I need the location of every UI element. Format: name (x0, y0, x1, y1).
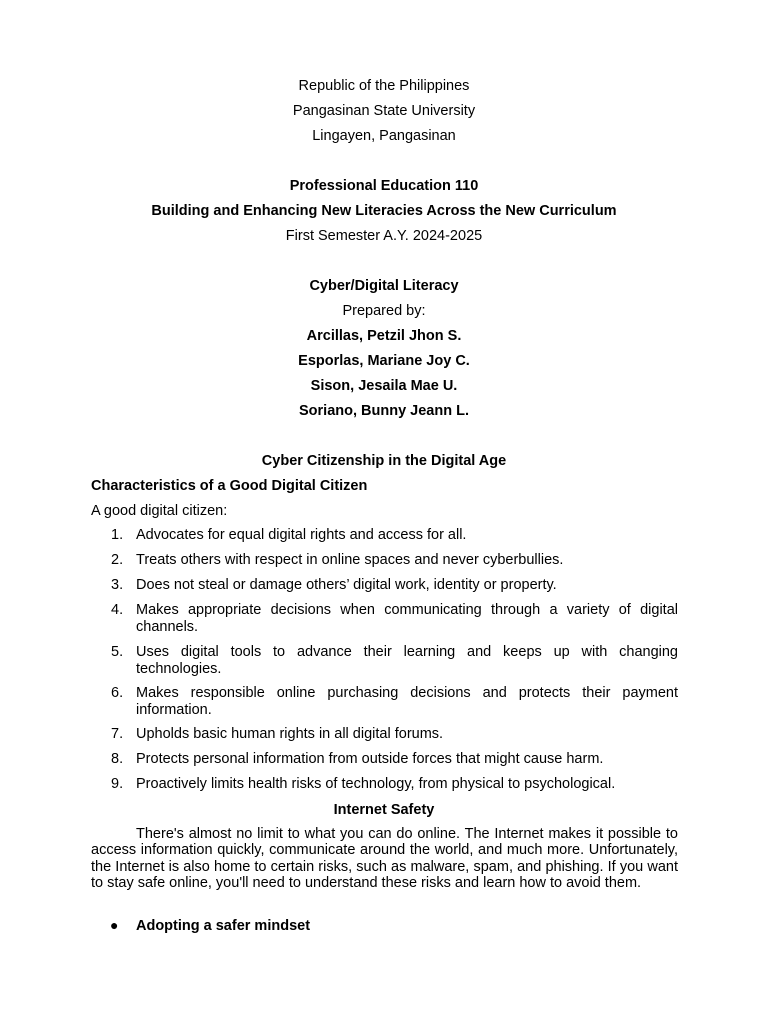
author-name: Esporlas, Mariane Joy C. (298, 353, 470, 369)
list-text: Uses digital tools to advance their learning and keeps up with changing technologies. (136, 644, 678, 677)
bullet-heading: Adopting a safer mindset (136, 918, 311, 934)
author-name: Arcillas, Petzil Jhon S. (306, 328, 462, 344)
list-text: Proactively limits health risks of technology, from physical to psychological. (136, 776, 616, 792)
course-semester: First Semester A.Y. 2024-2025 (285, 228, 483, 244)
list-number: 6. (111, 685, 124, 701)
list-number: 1. (111, 527, 124, 543)
author-name: Soriano, Bunny Jeann L. (299, 403, 469, 419)
list-text: Treats others with respect in online spaces and never cyberbullies. (136, 552, 564, 568)
list-text: Makes appropriate decisions when communicating through a variety of digital channels. (136, 602, 678, 635)
bullet-icon: ● (110, 917, 119, 933)
list-number: 7. (111, 726, 124, 742)
list-intro: A good digital citizen: (91, 503, 228, 519)
course-code: Professional Education 110 (289, 178, 479, 194)
topic-title: Cyber/Digital Literacy (309, 278, 459, 294)
header-location: Lingayen, Pangasinan (312, 128, 456, 144)
author-name: Sison, Jesaila Mae U. (310, 378, 458, 394)
prepared-by-label: Prepared by: (342, 303, 426, 319)
list-text: Advocates for equal digital rights and access for all. (136, 527, 467, 543)
list-number: 8. (111, 751, 124, 767)
header-country: Republic of the Philippines (298, 78, 470, 94)
body-paragraph: There's almost no limit to what you can do online. The Internet makes it possible to access information quickly, communicate around the world, and much more. Unfortunately, the Internet is also home to certain risks, such as malware, spam, and phishing. If you want to stay safe online, you'll need to understand these risks and learn how to avoid them. (91, 826, 678, 892)
section-subtitle: Characteristics of a Good Digital Citizen (91, 478, 368, 494)
list-number: 2. (111, 552, 124, 568)
list-text: Protects personal information from outside forces that might cause harm. (136, 751, 604, 767)
list-text: Makes responsible online purchasing decisions and protects their payment information. (136, 685, 678, 718)
section-title: Internet Safety (333, 802, 435, 818)
list-text: Does not steal or damage others’ digital work, identity or property. (136, 577, 557, 593)
list-number: 9. (111, 776, 124, 792)
list-text: Upholds basic human rights in all digital forums. (136, 726, 444, 742)
header-university: Pangasinan State University (292, 103, 476, 119)
section-title: Cyber Citizenship in the Digital Age (261, 453, 507, 469)
list-number: 4. (111, 602, 124, 618)
list-number: 3. (111, 577, 124, 593)
list-number: 5. (111, 644, 124, 660)
course-title: Building and Enhancing New Literacies Across the New Curriculum (151, 203, 617, 219)
